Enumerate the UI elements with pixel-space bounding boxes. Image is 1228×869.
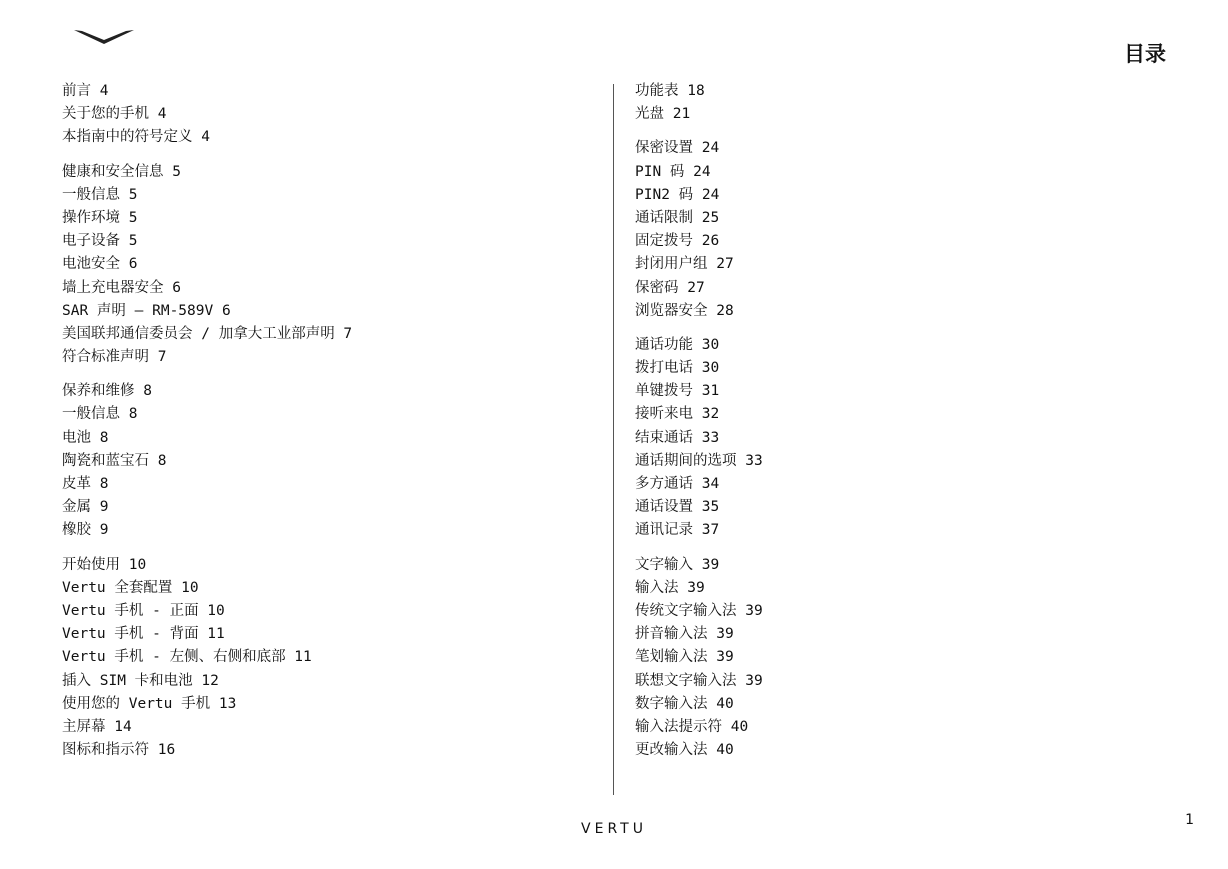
toc-entry[interactable]: 一般信息 5 bbox=[62, 186, 138, 203]
toc-section-heading[interactable]: 保养和维修 8 bbox=[62, 383, 152, 400]
toc-entry[interactable]: 一般信息 8 bbox=[62, 406, 138, 423]
toc-entry[interactable]: 插入 SIM 卡和电池 12 bbox=[62, 672, 219, 689]
toc-entry[interactable]: 功能表 18 bbox=[635, 83, 705, 99]
toc-entry[interactable]: Vertu 全套配置 10 bbox=[62, 579, 199, 596]
toc-entry[interactable]: 浏览器安全 28 bbox=[635, 302, 734, 319]
toc-entry[interactable]: 通话期间的选项 33 bbox=[635, 452, 763, 469]
toc-entry[interactable]: 光盘 21 bbox=[635, 106, 691, 123]
toc-entry[interactable]: Vertu 手机 - 背面 11 bbox=[62, 626, 225, 643]
toc-entry[interactable]: 固定拨号 26 bbox=[635, 233, 720, 250]
toc-entry[interactable]: 主屏幕 14 bbox=[62, 718, 132, 735]
toc-entry[interactable]: 通话设置 35 bbox=[635, 499, 720, 516]
toc-entry[interactable]: 通讯记录 37 bbox=[635, 522, 720, 539]
toc-section-heading[interactable]: 文字输入 39 bbox=[635, 556, 720, 573]
toc-section-heading[interactable]: 通话功能 30 bbox=[635, 336, 720, 353]
toc-entry[interactable]: 多方通话 34 bbox=[635, 476, 720, 492]
toc-entry[interactable]: 拼音输入法 39 bbox=[635, 626, 734, 643]
toc-entry[interactable]: 本指南中的符号定义 4 bbox=[62, 129, 210, 146]
toc-entry[interactable]: 墙上充电器安全 6 bbox=[62, 279, 181, 296]
toc-entry[interactable]: 电池安全 6 bbox=[62, 256, 138, 273]
toc-entry[interactable]: 笔划输入法 39 bbox=[635, 649, 734, 666]
toc-section-heading[interactable]: 健康和安全信息 5 bbox=[62, 163, 181, 180]
toc-entry[interactable]: 通话限制 25 bbox=[635, 209, 720, 226]
toc-column-right bbox=[635, 80, 1195, 762]
toc-entry[interactable]: Vertu 手机 - 正面 10 bbox=[62, 602, 225, 619]
toc-entry[interactable]: 操作环境 5 bbox=[62, 209, 138, 226]
toc-entry[interactable]: 图标和指示符 16 bbox=[62, 742, 176, 759]
toc-entry[interactable]: 美国联邦通信委员会 / 加拿大工业部声明 7 bbox=[62, 325, 353, 342]
toc-entry[interactable]: 橡胶 9 bbox=[62, 522, 109, 539]
toc-section-heading[interactable]: 保密设置 24 bbox=[635, 140, 720, 157]
toc-entry[interactable]: 联想文字输入法 39 bbox=[635, 672, 763, 689]
toc-entry[interactable]: 使用您的 Vertu 手机 13 bbox=[62, 695, 237, 712]
footer-brand: VERTU bbox=[581, 821, 647, 837]
toc-section-heading[interactable]: 开始使用 10 bbox=[62, 556, 147, 573]
column-divider bbox=[613, 84, 614, 795]
toc-entry[interactable]: 更改输入法 40 bbox=[635, 742, 734, 759]
toc-entry[interactable]: 符合标准声明 7 bbox=[62, 349, 167, 366]
toc-entry[interactable]: 金属 9 bbox=[62, 499, 109, 516]
toc-entry[interactable]: 输入法提示符 40 bbox=[635, 718, 749, 735]
toc-entry[interactable]: 电子设备 5 bbox=[62, 233, 138, 250]
toc-entry[interactable]: 保密码 27 bbox=[635, 279, 705, 296]
vertu-chevron-logo bbox=[74, 28, 134, 46]
toc-entry[interactable]: 拨打电话 30 bbox=[635, 360, 720, 377]
toc-entry[interactable]: 接听来电 32 bbox=[635, 406, 720, 423]
toc-entry[interactable]: 结束通话 33 bbox=[635, 429, 720, 446]
toc-section-heading[interactable]: 前言 4 bbox=[62, 83, 109, 99]
page-number: 1 bbox=[1185, 812, 1194, 828]
page-title: 目录 bbox=[1124, 42, 1166, 66]
toc-entry[interactable]: 电池 8 bbox=[62, 429, 109, 446]
toc-column-left bbox=[62, 80, 582, 762]
toc-entry[interactable]: PIN2 码 24 bbox=[635, 186, 720, 203]
toc-entry[interactable]: Vertu 手机 - 左侧、右侧和底部 11 bbox=[62, 649, 312, 666]
toc-entry[interactable]: PIN 码 24 bbox=[635, 163, 711, 180]
toc-entry[interactable]: 关于您的手机 4 bbox=[62, 106, 167, 123]
toc-entry[interactable]: 输入法 39 bbox=[635, 579, 705, 596]
toc-entry[interactable]: 数字输入法 40 bbox=[635, 695, 734, 712]
toc-entry[interactable]: 陶瓷和蓝宝石 8 bbox=[62, 452, 167, 469]
toc-entry[interactable]: 单键拨号 31 bbox=[635, 383, 720, 400]
toc-entry[interactable]: 皮革 8 bbox=[62, 476, 109, 492]
toc-entry[interactable]: 传统文字输入法 39 bbox=[635, 602, 763, 619]
toc-entry[interactable]: 封闭用户组 27 bbox=[635, 256, 734, 273]
toc-entry[interactable]: SAR 声明 — RM-589V 6 bbox=[62, 302, 231, 319]
